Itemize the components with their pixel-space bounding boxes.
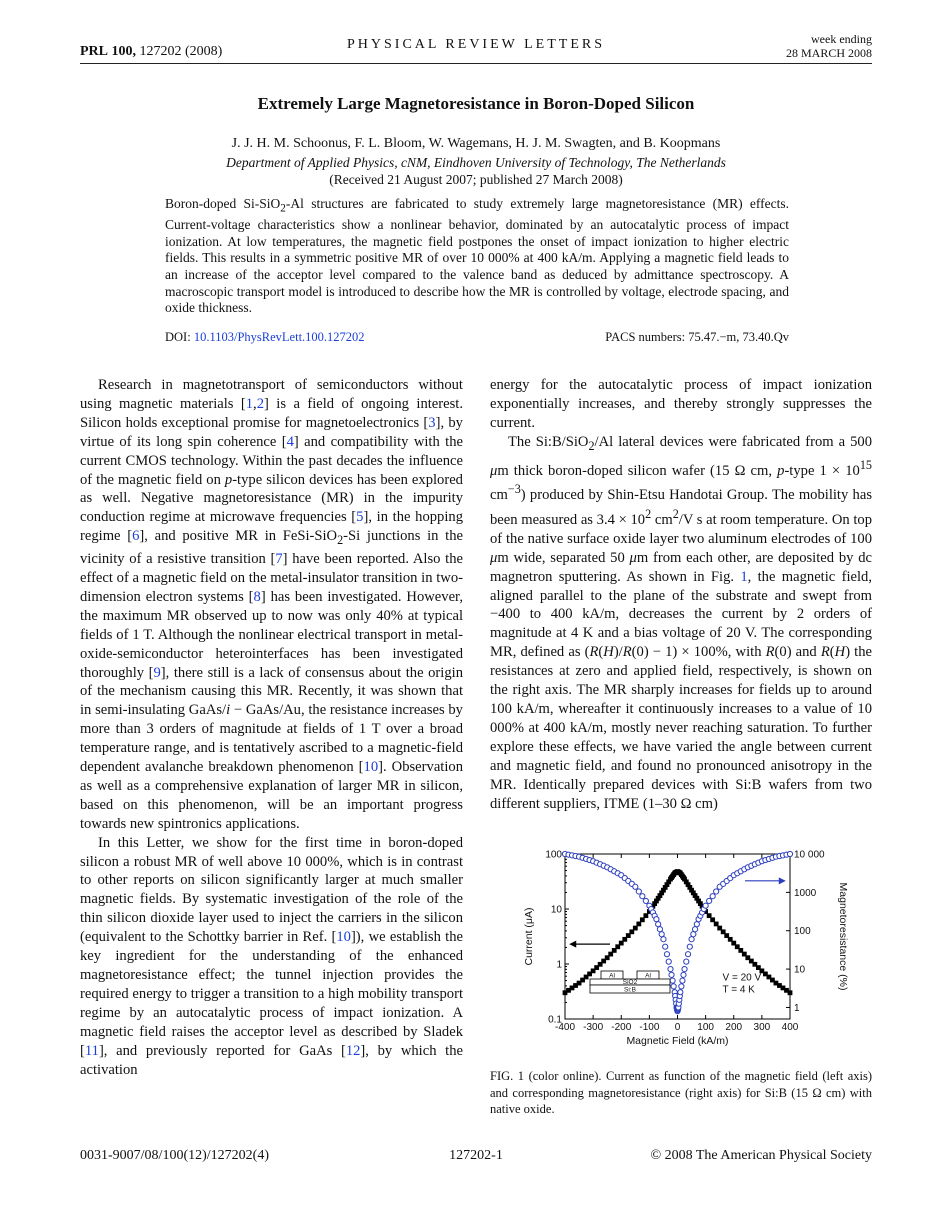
pacs-numbers: PACS numbers: 75.47.−m, 73.40.Qv bbox=[605, 330, 789, 344]
doi: DOI: 10.1103/PhysRevLett.100.127202 bbox=[165, 330, 365, 344]
x-tick-label: -400 bbox=[554, 1022, 576, 1033]
mr-point bbox=[640, 894, 645, 899]
y2-tick-label: 10 bbox=[794, 964, 806, 976]
paragraph-intro: Research in magnetotransport of semiconductors without using magnetic materials [1,2] is a field of ongoing interest. Silicon holds exceptional promise for magnetoelectronics [3], by virtue of its long spin coherence [4] and compatibility with the current CMOS technology. Within the past decades the influence of the magnetic field on p-type silicon devices has been explored as well. Negative magnetoresistance (MR) in the impurity conduction regime at microwave frequencies [5], in the hopping regime [6], and positive MR in FeSi-SiO$_2$-Si junctions in the vicinity of a resistive transition [7] have been reported. Also the effect of a magnetic field on the metal-insulator transition in two-dimension electron systems [8] has been investigated. However, the maximum MR observed up to now was only 40% at typical fields of 1 T. Although the nonlinear electrical transport in metal-oxide-semiconductor heterointerfaces has been investigated thoroughly [9], there still is a lack of consensus about the origin of the mechanism causing this MR. Recently, it was shown that in semi-insulating GaAs/i − GaAs/Au, the resistance increases by more than 3 orders of magnitude at fields of 1 T over a broad temperature range, and is tentatively ascribed to a magnetic-field dependent avalanche breakdown phenomenon [10]. Observation as well as a comprehensive explanation of larger MR in silicon, based on this phenomenon, will be an important progress towards new spintronics applications. bbox=[80, 377, 463, 832]
x-axis-label: Magnetic Field (kA/m) bbox=[626, 1035, 729, 1047]
affiliation: Department of Applied Physics, cNM, Eindhoven University of Technology, The Netherlands bbox=[226, 155, 726, 170]
right-axis-arrowhead bbox=[779, 877, 786, 884]
mr-point bbox=[664, 952, 669, 957]
y2-tick-label: 100 bbox=[794, 926, 811, 938]
mr-point bbox=[694, 922, 699, 927]
x-tick-label: 200 bbox=[725, 1022, 743, 1033]
y-axis-label: Current (μA) bbox=[523, 907, 535, 966]
mr-point bbox=[666, 959, 671, 964]
mr-point bbox=[670, 978, 675, 983]
mr-point bbox=[678, 990, 683, 995]
mr-point bbox=[703, 903, 708, 908]
current-point bbox=[710, 917, 715, 922]
mr-point bbox=[691, 932, 696, 937]
figure-caption: FIG. 1 (color online). Current as function of the magnetic field (left axis) and corresponding magnetoresistance (right axis) for Si:B (15 Ω cm) with native oxide. bbox=[490, 1069, 872, 1116]
y-tick-label: 100 bbox=[545, 849, 562, 861]
y-tick-label: 10 bbox=[550, 904, 562, 916]
mr-point bbox=[633, 884, 638, 889]
abstract: Boron-doped Si-SiO$_2$-Al structures are fabricated to study extremely large magnetoresistance (MR) effects. Current-voltage characteristics show a nonlinear behavior, dominated by an autocatalytic process of impact ionization. At low temperatures, the magnetic field postpones the onset of impact ionization to higher electric fields. This results in a symmetric positive MR of over 10 000% at 400 kA/m. Applying a magnetic field leads to an increase of the acceptor level compared to the valence band as deduced by admittance spectroscopy. A macroscopic transport model is introduced to describe how the MR is controlled by voltage, electrode spacing, and oxide thickness. bbox=[165, 196, 789, 316]
inset-label-sib: Si:B bbox=[624, 986, 636, 994]
body-right-column bbox=[490, 376, 872, 813]
mr-point bbox=[654, 917, 659, 922]
y-tick-label: 0.1 bbox=[548, 1014, 562, 1026]
footer-issn: 0031-9007/08/100(12)/127202(4) bbox=[80, 1148, 269, 1163]
x-tick-label: -300 bbox=[583, 1022, 604, 1033]
current-point bbox=[636, 922, 641, 927]
mr-point bbox=[682, 966, 687, 971]
mr-point bbox=[687, 944, 692, 949]
authors: J. J. H. M. Schoonus, F. L. Bloom, W. Wagemans, H. J. M. Swagten, and B. Koopmans bbox=[231, 136, 721, 151]
mr-point bbox=[636, 889, 641, 894]
running-header-journal: PHYSICAL REVIEW LETTERS bbox=[347, 37, 605, 52]
mr-point bbox=[679, 984, 684, 989]
footer-page-number: 127202-1 bbox=[449, 1148, 503, 1163]
annotation-temperature: T = 4 K bbox=[722, 984, 755, 996]
mr-point bbox=[685, 952, 690, 957]
mr-point bbox=[689, 937, 694, 942]
y2-axis-label: Magnetoresistance (%) bbox=[837, 882, 849, 991]
figure-1-chart bbox=[500, 842, 872, 1058]
mr-point bbox=[710, 894, 715, 899]
current-point bbox=[714, 922, 719, 927]
inset-label-al-right: Al bbox=[645, 972, 651, 980]
header-rule bbox=[80, 63, 872, 64]
mr-point bbox=[657, 927, 662, 932]
x-tick-label: 0 bbox=[674, 1022, 681, 1033]
x-tick-label: 100 bbox=[697, 1022, 714, 1033]
current-point bbox=[633, 926, 638, 931]
x-tick-label: -100 bbox=[639, 1022, 660, 1033]
mr-point bbox=[714, 889, 719, 894]
annotation-voltage: V = 20 V bbox=[722, 972, 762, 984]
y2-tick-label: 1 bbox=[794, 1002, 800, 1014]
mr-point bbox=[692, 927, 697, 932]
mr-point bbox=[787, 851, 792, 856]
paper-title: Extremely Large Magnetoresistance in Boron-Doped Silicon bbox=[257, 94, 695, 113]
y2-tick-label: 1000 bbox=[794, 887, 817, 899]
mr-point bbox=[707, 898, 712, 903]
mr-point bbox=[663, 944, 668, 949]
x-tick-label: -200 bbox=[611, 1022, 632, 1033]
received-date: (Received 21 August 2007; published 27 March 2008) bbox=[329, 172, 623, 187]
paragraph-letter: In this Letter, we show for the first time in boron-doped silicon a robust MR of well above 10 000%, which is in contrast to other reports on silicon significantly larger at much smaller magnetic fields. By systematic investigation of the role of the thin silicon dioxide layer used to inject the carriers in the silicon (equivalent to the Schottky barrier in Ref. [10]), we establish the key ingredient for the understanding of the enhanced magnetoresistance effect; the tunnel injection provides the required energy to trigger a transition to a high mobility transport regime by an autocatalytic process of impact ionization. A magnetic field raises the acceptor level as described by Sladek [11], and previously reported for GaAs [12], by which the activation bbox=[80, 834, 463, 1078]
mr-point bbox=[643, 898, 648, 903]
inset-label-sio2: SiO2 bbox=[622, 979, 638, 987]
mr-point bbox=[681, 972, 686, 977]
mr-point bbox=[659, 932, 664, 937]
mr-point bbox=[680, 978, 685, 983]
y-tick-label: 1 bbox=[556, 959, 562, 971]
paragraph-continued: energy for the autocatalytic process of impact ionization exponentially increases, and thereby strongly suppresses the current. bbox=[490, 377, 872, 431]
mr-point bbox=[671, 984, 676, 989]
current-point bbox=[640, 917, 645, 922]
inset-label-al-left: Al bbox=[609, 972, 615, 980]
current-point bbox=[643, 913, 648, 918]
running-header-date: week ending 28 MARCH 2008 bbox=[785, 32, 872, 60]
body-left-column bbox=[80, 376, 463, 1079]
mr-point bbox=[684, 959, 689, 964]
current-point bbox=[788, 990, 793, 995]
running-header-citation: PRL 100, 127202 (2008) bbox=[80, 44, 223, 59]
mr-point bbox=[669, 972, 674, 977]
doi-link[interactable]: 10.1103/PhysRevLett.100.127202 bbox=[193, 330, 365, 344]
footer-copyright: © 2008 The American Physical Society bbox=[650, 1148, 872, 1163]
x-tick-label: 300 bbox=[753, 1022, 771, 1033]
y2-tick-label: 10 000 bbox=[794, 849, 825, 861]
x-tick-label: 400 bbox=[781, 1022, 799, 1033]
current-point bbox=[707, 913, 712, 918]
mr-point bbox=[656, 922, 661, 927]
mr-point bbox=[661, 937, 666, 942]
paragraph-devices: The Si:B/SiO$_2$/Al lateral devices were fabricated from a 500 μm thick boron-doped silicon wafer (15 Ω cm, p-type $1 \times 10^{15}$ $cm^{-3}$) produced by Shin-Etsu Handotai Group. The mobility has been measured as $3.4 \times 10^2$ $cm^2/V$ s at room temperature. On top of the native surface oxide layer two aluminum electrodes of 100 μm wide, separated 50 μm from each other, are deposited by dc magnetron sputtering. As shown in Fig. 1, the magnetic field, aligned parallel to the plane of the substrate and swept from −400 to 400 kA/m, decreases the current by 2 orders of magnitude at 4 K and a bias voltage of 20 V. The corresponding MR, defined as (R(H)/R(0) − 1) × 100%, with R(0) and R(H) the resistances at zero and applied field, respectively, is shown on the right axis. The MR sharply increases for fields up to around 100 kA/m, whereafter it continuously increases to a value of 10 000% at 400 kA/m, mostly never reaching saturation. To further explore these effects, we have varied the angle between current and magnetic field, and found no pronounced anisotropy in the MR. Identically prepared devices with Si:B wafers from two different suppliers, ITME (1–30 Ω cm) bbox=[490, 433, 873, 812]
left-axis-arrowhead bbox=[569, 941, 576, 948]
mr-point bbox=[668, 966, 673, 971]
